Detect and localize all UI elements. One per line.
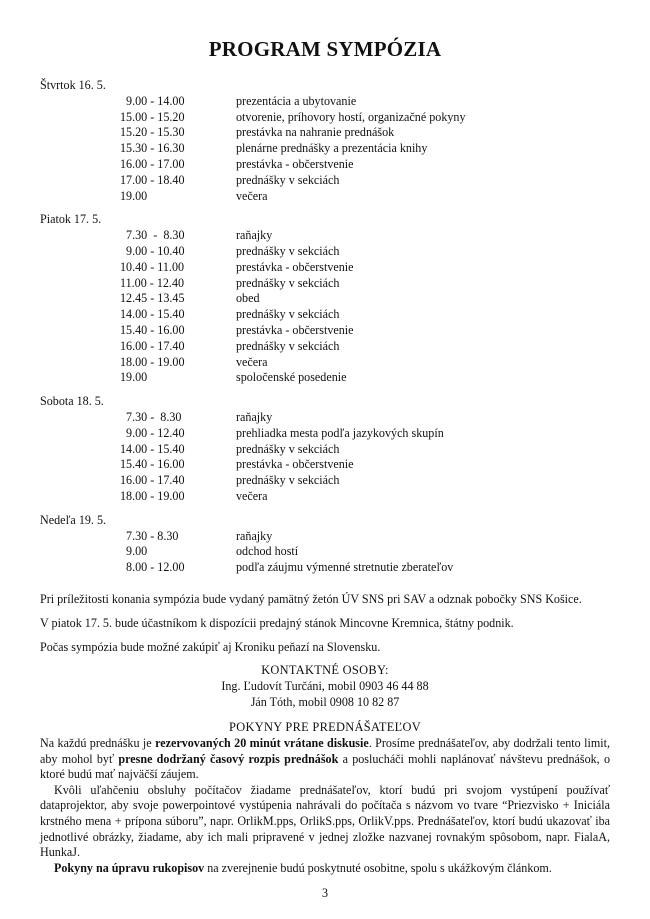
text: Na každú prednášku je — [40, 736, 156, 750]
event: večera — [236, 188, 268, 203]
instructions-paragraph — [40, 736, 610, 783]
time: 16.00 - 17.40 — [120, 473, 185, 488]
page-number: 3 — [321, 886, 329, 900]
time: 14.00 - 15.40 — [120, 307, 185, 322]
event: raňajky — [236, 228, 273, 243]
schedule-row — [40, 259, 354, 276]
text: na zverejnenie budú poskytnuté osobitne, spolu s ukážkovým článkom. — [204, 860, 552, 875]
text: . Prosíme prednášateľov, aby dodržali tento limit, aby mohol byť — [40, 736, 610, 766]
emphasis: presne dodržaný časový rozpis prednášok — [118, 751, 339, 766]
event: raňajky — [236, 409, 273, 424]
event: prednášky v sekciách — [236, 172, 340, 187]
day-friday — [40, 212, 354, 386]
time: 16.00 - 17.40 — [120, 338, 185, 353]
event: prestávka na nahranie prednášok — [236, 125, 395, 140]
schedule-row — [40, 141, 428, 157]
schedule-row — [40, 228, 273, 244]
event: prehliadka mesta podľa jazykových skupín — [236, 425, 444, 440]
schedule-row — [40, 275, 340, 292]
event: prestávka - občerstvenie — [236, 156, 354, 171]
time: 7.30 - 8.30 — [120, 228, 185, 243]
day-thursday — [40, 78, 466, 204]
schedule-row — [40, 544, 299, 560]
event: prestávka - občerstvenie — [236, 259, 354, 274]
schedule-row — [40, 109, 466, 126]
schedule-row — [40, 457, 354, 473]
time: 11.00 - 12.40 — [120, 275, 185, 290]
event: prestávka - občerstvenie — [236, 457, 354, 472]
time: 19.00 — [120, 188, 148, 203]
schedule-row — [40, 488, 268, 505]
day-label: Sobota 18. 5. — [40, 394, 104, 409]
event: večera — [236, 488, 268, 503]
time: 12.45 - 13.45 — [120, 291, 185, 306]
time: 9.00 - 10.40 — [120, 243, 185, 258]
time: 9.00 - 14.00 — [120, 93, 185, 108]
event: podľa záujmu výmenné stretnutie zberateľov — [236, 560, 454, 575]
contacts-heading: KONTAKTNÉ OSOBY: — [261, 663, 389, 677]
schedule-row — [40, 291, 260, 307]
event: večera — [236, 354, 268, 369]
event: prednášky v sekciách — [236, 275, 340, 290]
time: 8.00 - 12.00 — [120, 560, 185, 575]
time: 7.30 - 8.30 — [120, 409, 182, 424]
day-label: Štvrtok 16. 5. — [40, 78, 106, 92]
event: odchod hostí — [236, 544, 299, 559]
time: 15.20 - 15.30 — [120, 125, 185, 140]
time: 9.00 - 12.40 — [120, 425, 185, 440]
emphasis: Pokyny na úpravu rukopisov — [54, 860, 205, 875]
event: prednášky v sekciách — [236, 243, 340, 258]
schedule-row — [40, 560, 454, 576]
instructions-paragraph: Kvôli uľahčeniu obsluhy počítačov žiadame prednášateľov, ktorí budú pri svojom vystúpení používať dataprojektor, aby svoje powerpointové vystúpenia nahrávali do počítača s názvom vo tvare “Priezvisko + Iniciála krstného mena + prípona súboru”, napr. OrlikM.pps, OrlikS.pps, OrlikV.pps. Prednášateľov, ktorí budú ukazovať iba jednotlivé obrázky, žiadame, aby ich mali pripravené v jednej zložke nazvanej rovnakým spôsobom, napr. FialaA, HunkaJ. — [40, 782, 610, 860]
contact-person: Ing. Ľudovít Turčáni, mobil 0903 46 44 88 — [221, 678, 429, 693]
time: 10.40 - 11.00 — [120, 259, 185, 274]
schedule-row — [40, 188, 268, 205]
schedule-row — [40, 441, 340, 458]
event: obed — [236, 291, 260, 306]
emphasis: rezervovaných 20 minút vrátane diskusie — [155, 736, 369, 750]
schedule-row — [40, 156, 354, 173]
page-title: PROGRAM SYMPÓZIA — [208, 37, 442, 61]
contacts — [0, 663, 650, 710]
event: prednášky v sekciách — [236, 441, 340, 456]
event: prednášky v sekciách — [236, 338, 340, 353]
schedule — [40, 78, 466, 584]
schedule-row — [40, 243, 340, 260]
schedule-row — [40, 322, 354, 339]
note-paragraph: Počas sympózia bude možné zakúpiť aj Kroniku peňazí na Slovensku. — [40, 639, 381, 654]
event: prezentácia a ubytovanie — [236, 93, 357, 108]
schedule-row — [40, 338, 340, 355]
time: 18.00 - 19.00 — [120, 354, 185, 369]
event: raňajky — [236, 528, 273, 543]
note-paragraph: V piatok 17. 5. bude účastníkom k dispozícii predajný stánok Mincovne Kremnica, štátny podnik. — [40, 615, 514, 630]
time: 15.40 - 16.00 — [120, 322, 185, 337]
event: prednášky v sekciách — [236, 307, 340, 322]
time: 17.00 - 18.40 — [120, 172, 185, 187]
event: prestávka - občerstvenie — [236, 322, 354, 337]
event: plenárne prednášky a prezentácia knihy — [236, 141, 428, 156]
text: a poslucháči mohli naplánovať návštevu prednášok, o ktoré budú mať najväčší záujem. — [40, 751, 611, 782]
time: 9.00 — [120, 544, 148, 559]
schedule-row — [40, 528, 273, 545]
notes — [40, 592, 615, 663]
time: 14.00 - 15.40 — [120, 441, 185, 456]
time: 15.00 - 15.20 — [120, 109, 185, 124]
schedule-row — [40, 93, 357, 110]
time: 15.30 - 16.30 — [120, 141, 185, 156]
event: spoločenské posedenie — [236, 370, 347, 385]
instructions-heading: POKYNY PRE PREDNÁŠATEĽOV — [229, 720, 421, 734]
schedule-row — [40, 409, 273, 426]
day-label: Nedeľa 19. 5. — [40, 512, 107, 527]
event: otvorenie, príhovory hostí, organizačné pokyny — [236, 109, 466, 124]
instructions — [40, 736, 610, 876]
schedule-row — [40, 425, 444, 442]
schedule-row — [40, 125, 395, 141]
schedule-row — [40, 354, 268, 371]
schedule-row — [40, 473, 340, 489]
day-sunday — [40, 512, 454, 576]
time: 15.40 - 16.00 — [120, 457, 185, 472]
day-saturday — [40, 394, 444, 505]
schedule-row — [40, 370, 347, 386]
day-label: Piatok 17. 5. — [40, 212, 102, 227]
time: 7.30 - 8.30 — [120, 528, 179, 543]
contact-person: Ján Tóth, mobil 0908 10 82 87 — [250, 694, 400, 709]
note-paragraph: Pri príležitosti konania sympózia bude vydaný pamätný žetón ÚV SNS pri SAV a odznak pobočky SNS Košice. — [40, 592, 582, 606]
schedule-row — [40, 307, 340, 323]
time: 18.00 - 19.00 — [120, 488, 185, 503]
instructions-paragraph — [40, 861, 610, 877]
schedule-row — [40, 172, 340, 189]
time: 16.00 - 17.00 — [120, 156, 185, 171]
time: 19.00 — [120, 370, 148, 385]
event: prednášky v sekciách — [236, 473, 340, 488]
